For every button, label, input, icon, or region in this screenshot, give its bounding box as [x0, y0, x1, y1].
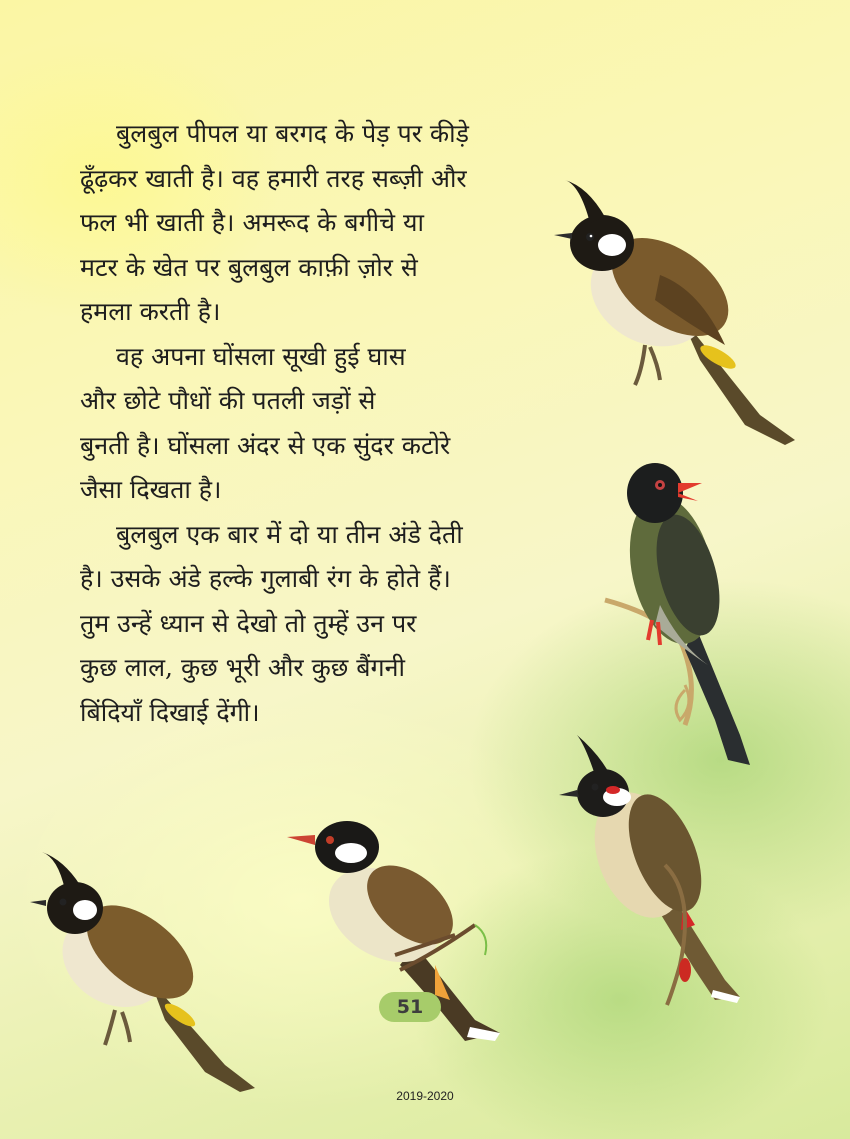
- text-line: और छोटे पौधों की पतली जड़ों से: [80, 386, 376, 415]
- text-line: बुनती है। घोंसला अंदर से एक सुंदर कटोरे: [80, 430, 451, 460]
- year-label: 2019-2020: [396, 1089, 454, 1103]
- text-line: जैसा दिखता है।: [80, 475, 222, 504]
- text-line: तुम उन्हें ध्यान से देखो तो तुम्हें उन पर: [80, 608, 417, 638]
- text-line: कुछ लाल, कुछ भूरी और कुछ बैंगनी: [80, 653, 405, 682]
- text-line: बुलबुल पीपल या बरगद के पेड़ पर कीड़े: [116, 119, 469, 148]
- crested-bulbul-illustration: [550, 175, 810, 450]
- text-line: हमला करती है।: [80, 297, 221, 326]
- text-line: फल भी खाती है। अमरूद के बगीचे या: [80, 208, 424, 237]
- page-number-badge: 51: [379, 992, 441, 1022]
- text-line: बिंदियाँ दिखाई देंगी।: [80, 697, 260, 727]
- body-text: [80, 112, 550, 735]
- himalayan-bulbul-illustration: [30, 850, 260, 1095]
- text-line: मटर के खेत पर बुलबुल काफ़ी ज़ोर से: [80, 252, 418, 282]
- paragraph-2: [80, 335, 550, 513]
- paragraph-3: [80, 513, 550, 736]
- paragraph-1: [80, 112, 550, 335]
- text-line: बुलबुल एक बार में दो या तीन अंडे देती: [116, 519, 463, 549]
- text-line: वह अपना घोंसला सूखी हुई घास: [116, 341, 406, 371]
- black-bulbul-illustration: [600, 455, 800, 775]
- text-line: है। उसके अंडे हल्के गुलाबी रंग के होते हैं।: [80, 564, 451, 593]
- red-whiskered-bulbul-illustration: [555, 735, 755, 1010]
- text-line: ढूँढ़कर खाती है। वह हमारी तरह सब्ज़ी और: [80, 163, 467, 193]
